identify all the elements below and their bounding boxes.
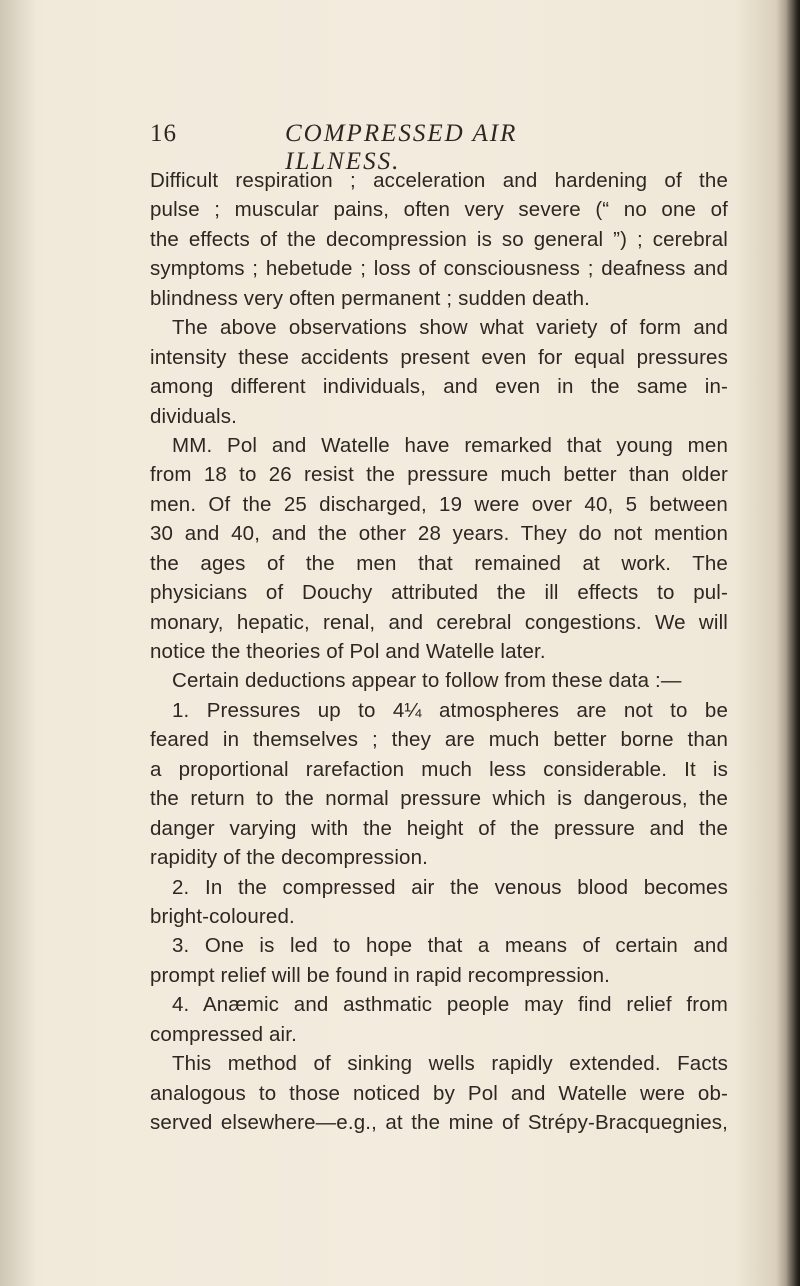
text-line: served elsewhere—e.g., at the mine of Strépy-Bracquegnies, [150,1111,728,1134]
text-line: a proportional rarefaction much less considerable. It is [150,757,728,781]
text-line: 30 and 40, and the other 28 years. They do not mention [150,522,728,546]
text-line: symptoms ; hebetude ; loss of consciousness ; deafness and [150,257,728,281]
text-line: Certain deductions appear to follow from these data :— [172,669,682,693]
text-line: feared in themselves ; they are much better borne than [150,728,728,752]
text-line: analogous to those noticed by Pol and Watelle were ob- [150,1081,728,1105]
text-line: monary, hepatic, renal, and cerebral congestions. We will [150,610,728,634]
running-header [150,120,610,175]
text-line: This method of sinking wells rapidly extended. Facts [172,1052,728,1076]
gutter-shadow [0,0,36,1286]
text-line: 2. In the compressed air the venous blood becomes [172,875,728,899]
text-line: the return to the normal pressure which is dangerous, the [150,787,728,811]
text-line: notice the theories of Pol and Watelle later. [150,640,546,663]
page-number: 16 [150,120,177,147]
running-title: COMPRESSED AIR ILLNESS. [285,120,518,175]
text-line: the effects of the decompression is so general ”) ; cerebral [150,227,728,251]
text-line: the ages of the men that remained at work. The [150,551,728,575]
text-line: MM. Pol and Watelle have remarked that young men [172,433,728,457]
text-line: The above observations show what variety of form and [172,316,728,340]
text-line: pulse ; muscular pains, often very severe (“ no one of [150,198,728,222]
text-line: Difficult respiration ; acceleration and hardening of the [150,169,728,192]
text-line: compressed air. [150,1022,297,1046]
text-line: dividuals. [150,404,237,428]
page-edge-shadow [786,0,800,1286]
text-line: rapidity of the decompression. [150,846,428,870]
text-line: physicians of Douchy attributed the ill effects to pul- [150,581,728,605]
text-line: prompt relief will be found in rapid recompression. [150,963,611,987]
text-line: 1. Pressures up to 4¼ atmospheres are not to be [172,698,728,722]
text-line: 4. Anæmic and asthmatic people may find relief from [172,993,728,1017]
text-line: blindness very often permanent ; sudden death. [150,286,590,310]
text-line: 3. One is led to hope that a means of certain and [172,934,728,958]
text-line: among different individuals, and even in the same in- [150,375,728,399]
text-line: from 18 to 26 resist the pressure much better than older [150,463,728,487]
text-line: bright-coloured. [150,904,295,928]
body-text [150,166,728,1137]
text-line: danger varying with the height of the pressure and the [150,816,728,840]
text-line: men. Of the 25 discharged, 19 were over 40, 5 between [150,492,728,516]
text-line: intensity these accidents present even for equal pressures [150,345,728,369]
